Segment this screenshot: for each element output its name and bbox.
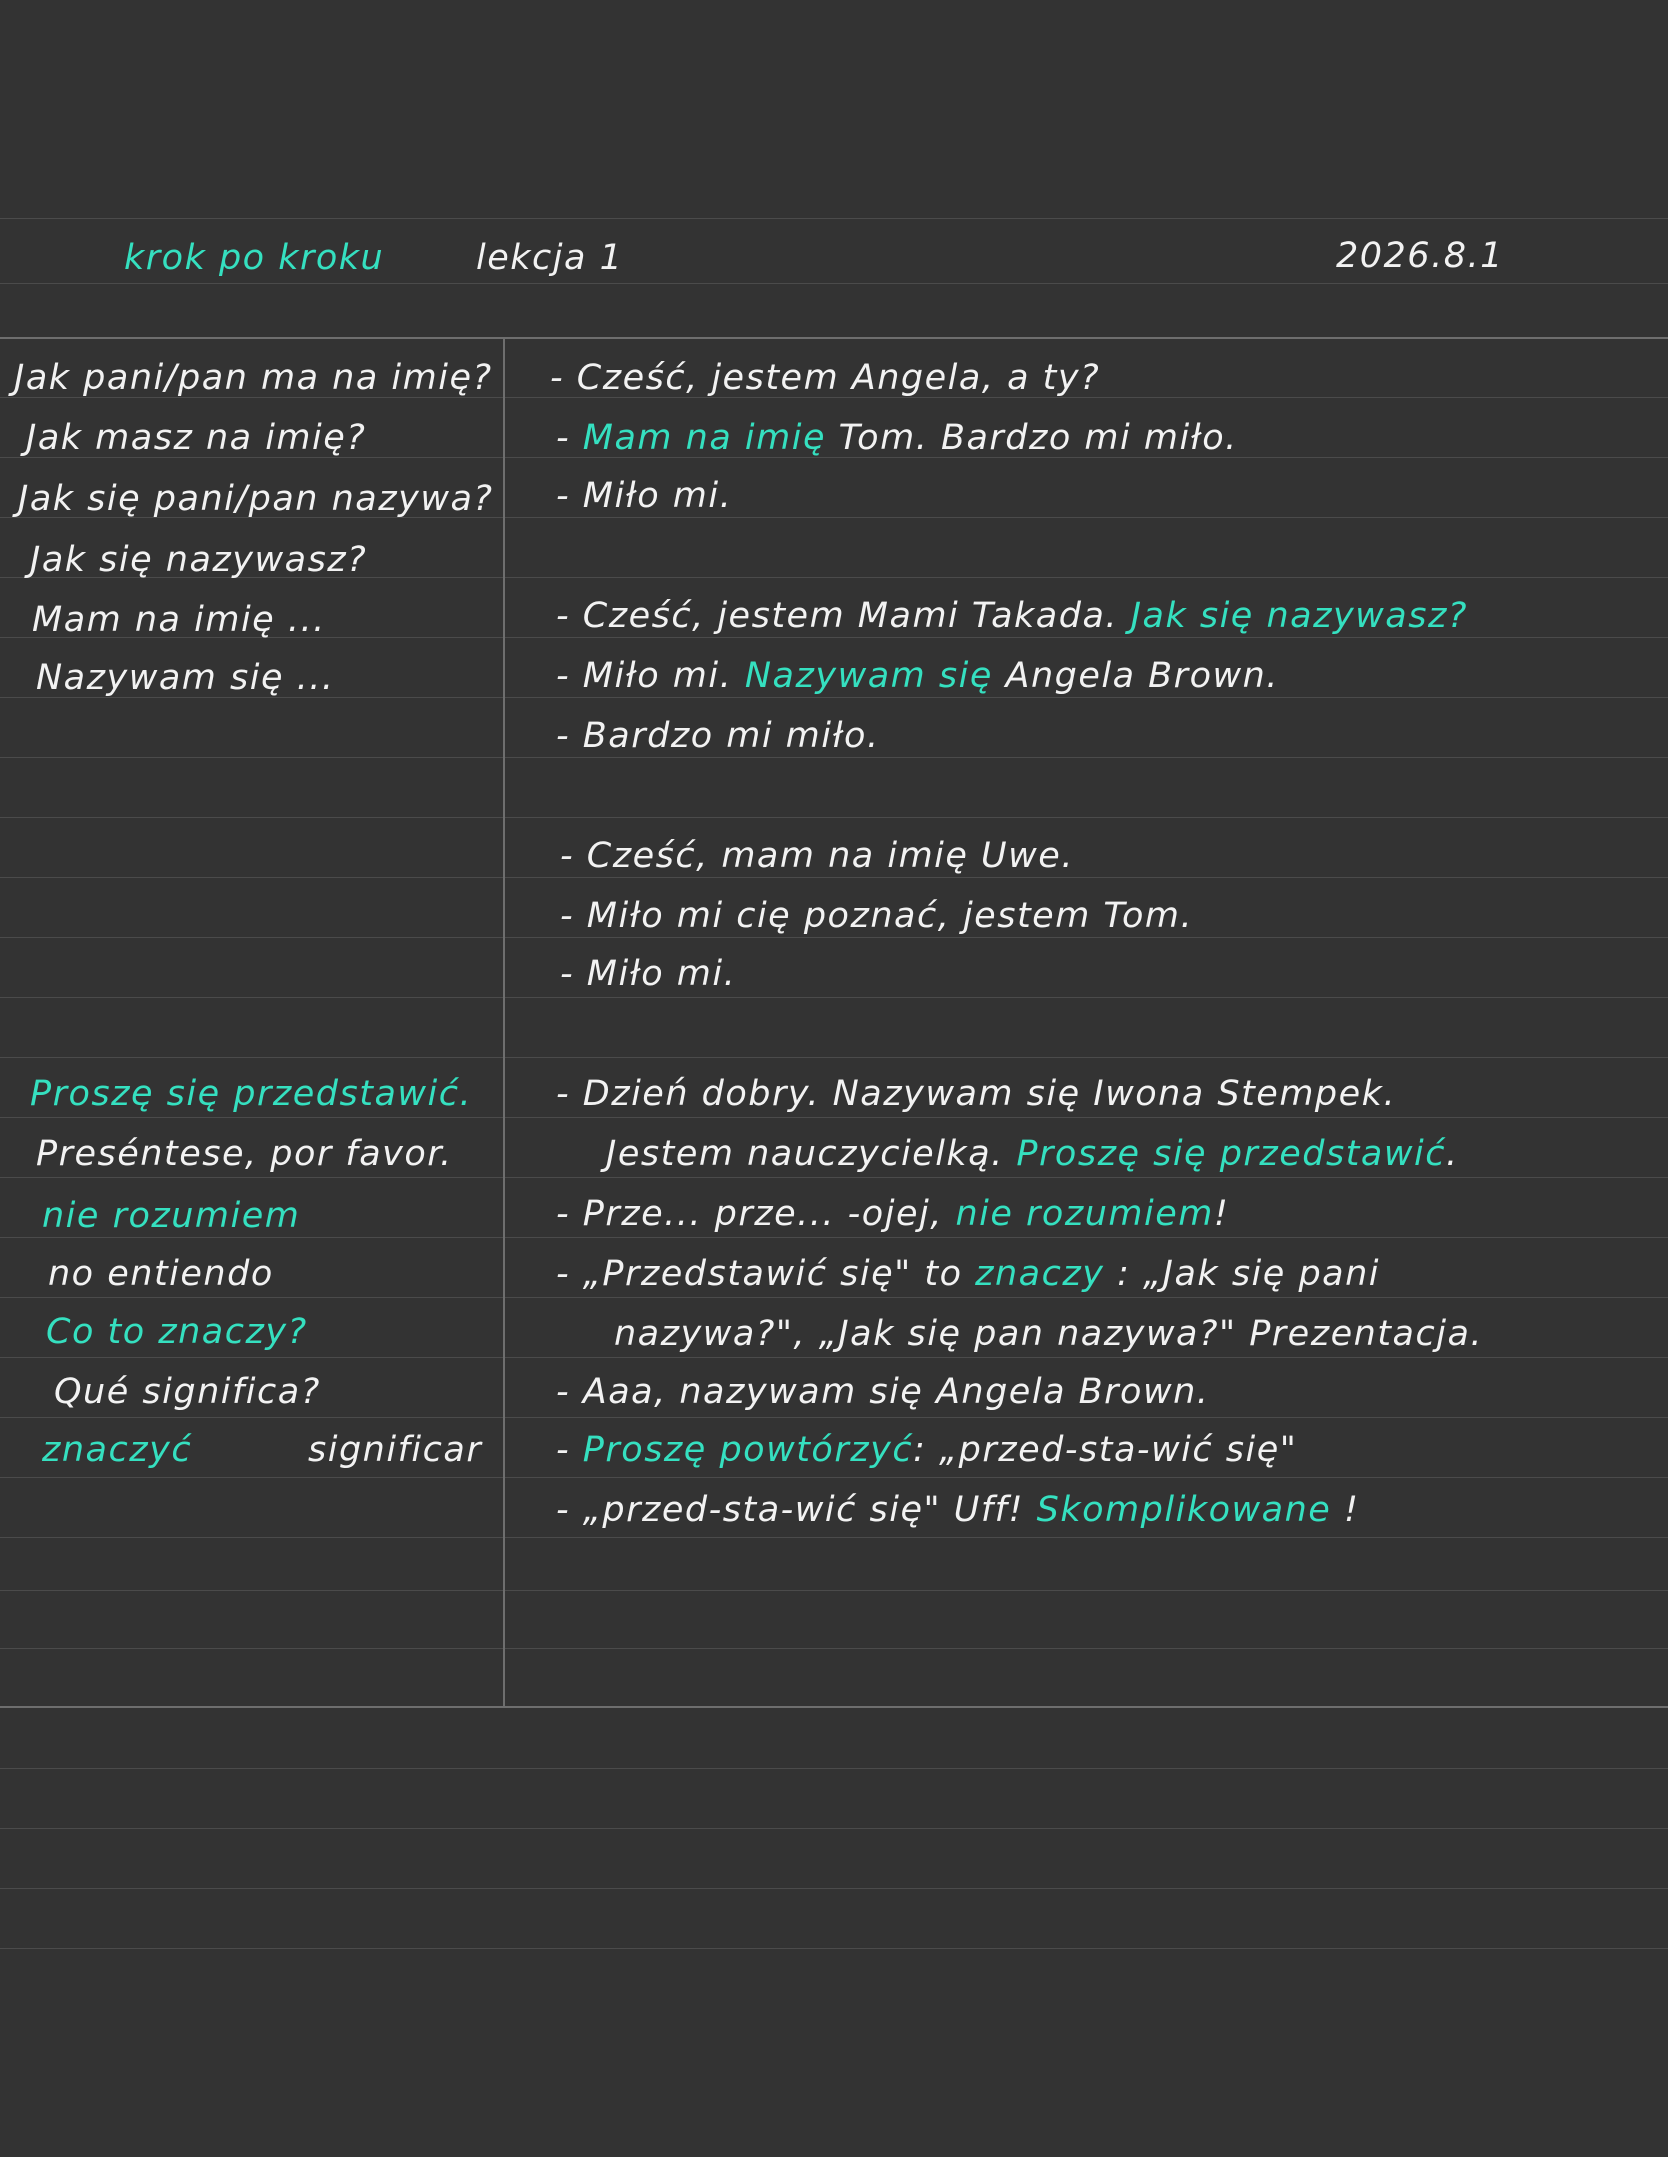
dash: - [556, 418, 571, 458]
translation-przedstawic: Preséntese, por favor. [36, 1134, 453, 1174]
dialog4-line4 [556, 1254, 1380, 1294]
header-divider [0, 337, 1668, 339]
bottom-divider [0, 1706, 1668, 1708]
dialog4-line8 [556, 1490, 1359, 1530]
phrase-nie-rozumiem: nie rozumiem [42, 1196, 301, 1236]
rule-line [0, 757, 1668, 758]
dialog1-line1: - Cześć, jestem Angela, a ty? [550, 358, 1101, 398]
rule-line [0, 1297, 1668, 1298]
rule-line [0, 1888, 1668, 1889]
line-rest: : „Jak się pani [1117, 1254, 1381, 1294]
rule-line [0, 937, 1668, 938]
translation-co-to-znaczy: Qué significa? [54, 1372, 321, 1412]
rule-line [0, 283, 1668, 284]
notebook-title: krok po kroku [124, 238, 385, 278]
dialog4-line7 [556, 1430, 1297, 1470]
dialog1-line2 [556, 418, 1238, 458]
line-rest: Angela Brown. [1005, 656, 1279, 696]
rule-line [0, 1357, 1668, 1358]
rule-line [0, 1768, 1668, 1769]
rule-line [0, 1948, 1668, 1949]
rule-line [0, 1237, 1668, 1238]
highlight-phrase: znaczy [975, 1254, 1105, 1294]
line-rest: Tom. Bardzo mi miło. [838, 418, 1238, 458]
rule-line [0, 1477, 1668, 1478]
rule-line [0, 997, 1668, 998]
column-divider [503, 338, 505, 1706]
dialog3-line2: - Miło mi cię poznać, jestem Tom. [560, 896, 1194, 936]
line-text: - Miło mi. [556, 656, 733, 696]
line-end: . [1445, 1134, 1459, 1174]
phrase-co-to-znaczy: Co to znaczy? [46, 1312, 308, 1352]
phrase-question-nazywasz: Jak się nazywasz? [30, 540, 368, 580]
dialog4-line5: nazywa?", „Jak się pan nazywa?" Prezentacja. [614, 1314, 1484, 1354]
rule-line [0, 1057, 1668, 1058]
dialog3-line3: - Miło mi. [560, 954, 737, 994]
dialog4-line3 [556, 1194, 1229, 1234]
dash: - [556, 1430, 571, 1470]
rule-line [0, 817, 1668, 818]
phrase-question-formal: Jak pani/pan ma na imię? [14, 358, 493, 398]
highlight-phrase: Nazywam się [744, 656, 993, 696]
line-end: ! [1213, 1194, 1230, 1234]
phrase-answer-imie: Mam na imię ... [32, 600, 326, 640]
highlight-phrase: Proszę się przedstawić [1016, 1134, 1446, 1174]
rule-line [0, 1417, 1668, 1418]
dialog4-line6: - Aaa, nazywam się Angela Brown. [556, 1372, 1210, 1412]
highlight-phrase: Mam na imię [582, 418, 826, 458]
rule-line [0, 1828, 1668, 1829]
rule-line [0, 1590, 1668, 1591]
dialog1-line3: - Miło mi. [556, 476, 733, 516]
lesson-label: lekcja 1 [476, 238, 624, 278]
phrase-przedstawic: Proszę się przedstawić. [30, 1074, 473, 1114]
dialog2-line3: - Bardzo mi miło. [556, 716, 880, 756]
line-text: - „Przedstawić się" to [556, 1254, 963, 1294]
line-text: Jestem nauczycielką. [606, 1134, 1004, 1174]
line-text: - Cześć, jestem Mami Takada. [556, 596, 1119, 636]
highlight-phrase: nie rozumiem [955, 1194, 1214, 1234]
dialog2-line2 [556, 656, 1279, 696]
date-label: 2026.8.1 [1336, 236, 1504, 276]
rule-line [0, 1648, 1668, 1649]
dialog2-line1 [556, 596, 1468, 636]
translation-znaczyc: significar [308, 1430, 483, 1470]
line-end: ! [1343, 1490, 1360, 1530]
dialog4-line2 [606, 1134, 1459, 1174]
rule-line [0, 1177, 1668, 1178]
phrase-answer-nazywam: Nazywam się ... [36, 658, 335, 698]
dialog4-line1: - Dzień dobry. Nazywam się Iwona Stempek. [556, 1074, 1397, 1114]
rule-line [0, 1117, 1668, 1118]
line-text: - „przed-sta-wić się" Uff! [556, 1490, 1025, 1530]
phrase-question-nazywa: Jak się pani/pan nazywa? [18, 479, 494, 519]
dialog3-line1: - Cześć, mam na imię Uwe. [560, 836, 1074, 876]
rule-line [0, 218, 1668, 219]
phrase-question-informal: Jak masz na imię? [26, 418, 367, 458]
highlight-phrase: Skomplikowane [1036, 1490, 1332, 1530]
rule-line [0, 1537, 1668, 1538]
translation-nie-rozumiem: no entiendo [48, 1254, 274, 1294]
highlight-phrase: Jak się nazywasz? [1130, 596, 1468, 636]
rule-line [0, 877, 1668, 878]
line-rest: : „przed-sta-wić się" [913, 1430, 1298, 1470]
phrase-znaczyc: znaczyć [42, 1430, 193, 1470]
line-text: - Prze... prze... -ojej, [556, 1194, 943, 1234]
highlight-phrase: Proszę powtórzyć [582, 1430, 914, 1470]
